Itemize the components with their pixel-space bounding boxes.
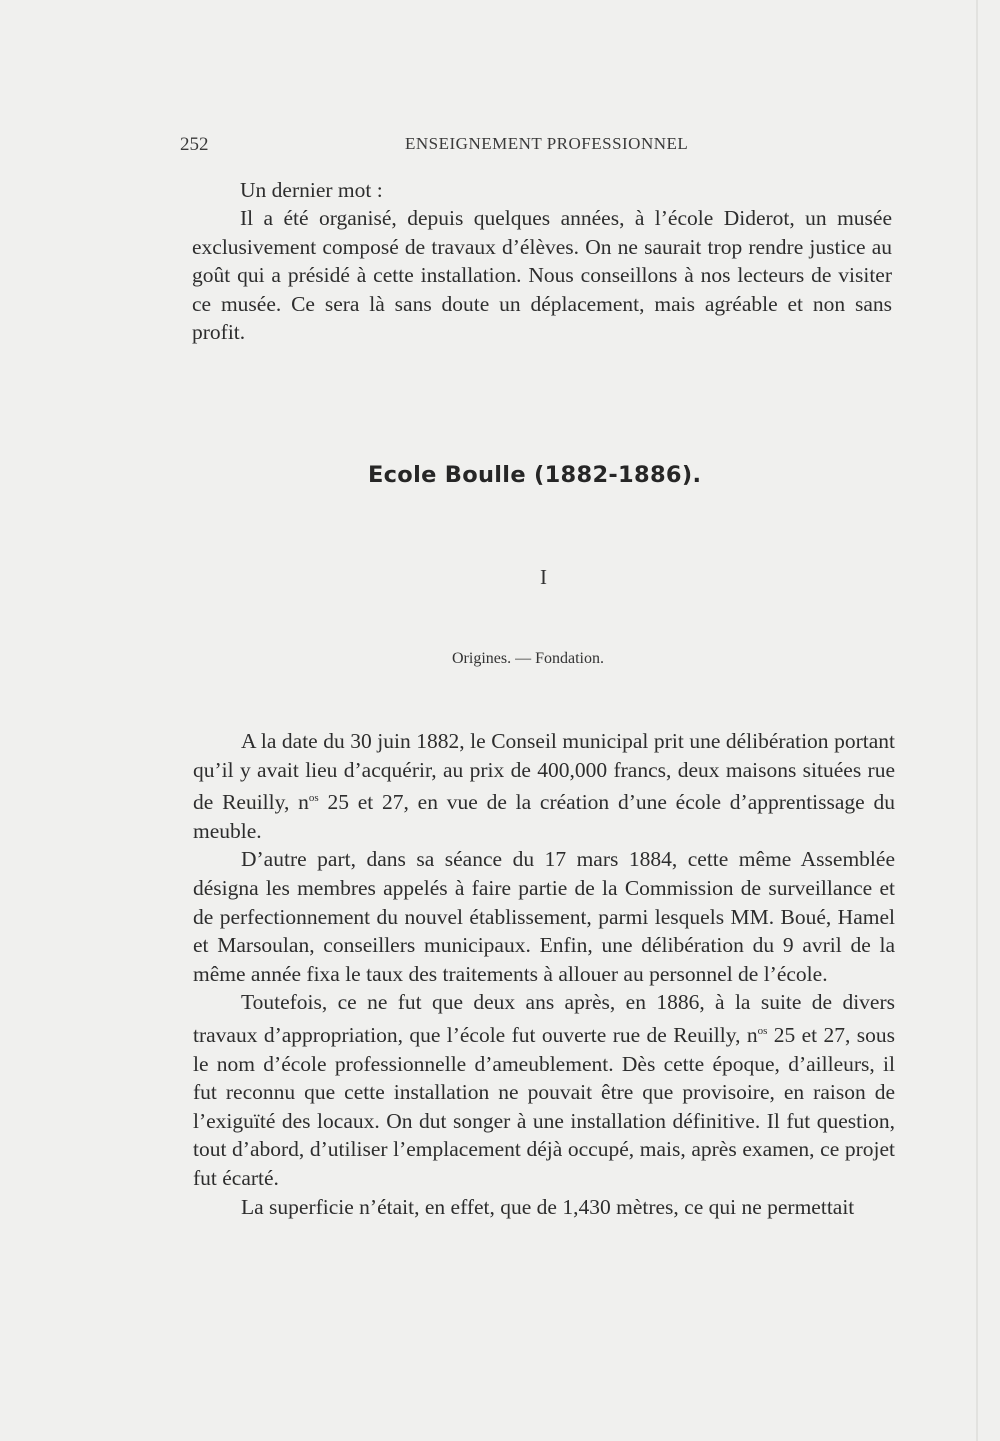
paragraph-3 bbox=[193, 988, 895, 1192]
paragraph-4: La superficie n’était, en effet, que de 1,430 mètres, ce qui ne permettait bbox=[241, 1194, 855, 1219]
running-head bbox=[180, 134, 900, 156]
intro-text-block bbox=[192, 176, 892, 346]
main-text-block bbox=[193, 727, 895, 1221]
page-number: 252 bbox=[180, 134, 209, 155]
paragraph-2: D’autre part, dans sa séance du 17 mars 1884, cette même Assemblée désigna les membres appelés à faire partie de la Commission de surveillance et de perfectionnement du nouvel établissement, parmi lesquels MM. Boué, Hamel et Marsoulan, conseillers municipaux. Enfin, une délibération du 9 avril de la même année fixa le taux des traitements à allouer au personnel de l’école. bbox=[193, 847, 895, 986]
paragraph-1-text-a: A la date du 30 juin 1882, le Conseil municipal prit une délibération portant qu’il y avait lieu d’acquérir, au prix de 400,000 francs, deux maisons situées rue de Reuilly, n bbox=[193, 729, 895, 815]
paragraph-3-text-a: Toutefois, ce ne fut que deux ans après, en 1886, à la suite de divers travaux d’appropriation, que l’école fut ouverte rue de Reuilly, n bbox=[193, 990, 895, 1047]
section-number: I bbox=[540, 565, 547, 589]
page-edge bbox=[976, 0, 978, 1441]
intro-line: Un dernier mot : bbox=[240, 178, 383, 202]
paragraph-3-text-b: 25 et 27, sous le nom d’école professionnelle d’ameublement. Dès cette époque, d’ailleurs, il fut reconnu que cette installation ne pouvait être que provisoire, en raison de l’exiguïté des locaux. On dut songer à une installation définitive. Il fut question, tout d’abord, d’utiliser l’emplacement déjà occupé, mais, après examen, ce projet fut écarté. bbox=[193, 1022, 896, 1190]
section-subtitle: Origines. — Fondation. bbox=[452, 650, 604, 667]
intro-paragraph: Il a été organisé, depuis quelques années, à l’école Diderot, un musée exclusivement composé de travaux d’élèves. On ne saurait trop rendre justice au goût qui a présidé à cette installation. Nous conseillons à nos lecteurs de visiter ce musée. Ce sera là sans doute un déplacement, mais agréable et non sans profit. bbox=[192, 206, 892, 345]
section-title: Ecole Boulle (1882-1886). bbox=[368, 462, 702, 488]
paragraph-1-superscript: os bbox=[308, 792, 319, 805]
paragraph-1 bbox=[193, 727, 895, 845]
running-title: ENSEIGNEMENT PROFESSIONNEL bbox=[405, 134, 689, 153]
paragraph-1-text-b: 25 et 27, en vue de la création d’une école d’apprentissage du meuble. bbox=[193, 790, 896, 843]
paragraph-3-superscript: os bbox=[757, 1024, 768, 1037]
